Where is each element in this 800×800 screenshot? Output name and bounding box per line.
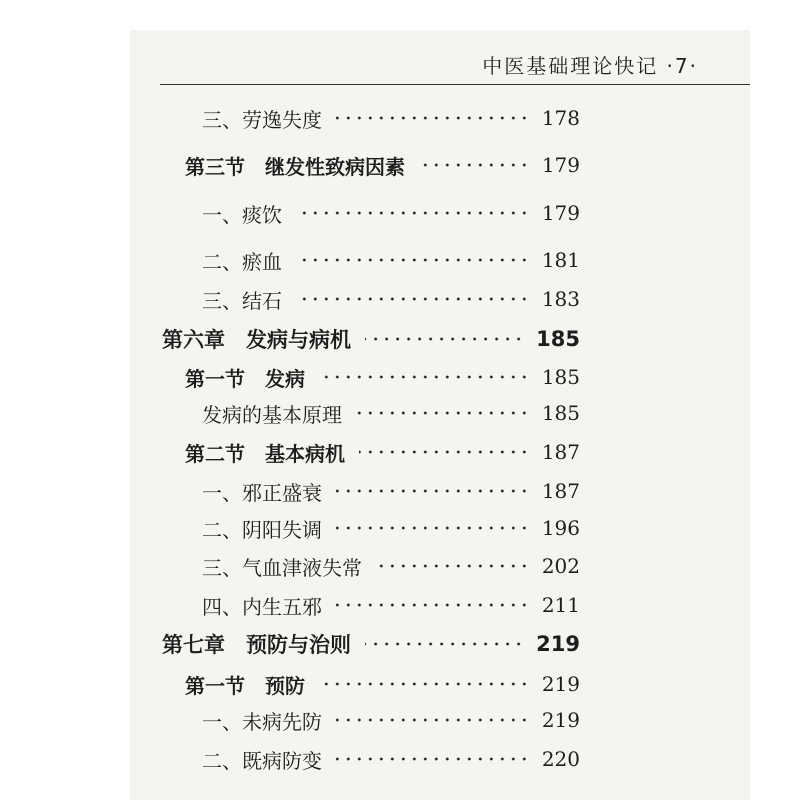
toc-entry-title: 一、未病先防 bbox=[202, 709, 322, 734]
toc-entry-page-number: 219 bbox=[541, 708, 580, 732]
toc-entry-title: 三、劳逸失度 bbox=[202, 107, 322, 132]
toc-entry-page-number: 219 bbox=[536, 632, 580, 656]
toc-entry-page-number: 187 bbox=[541, 479, 580, 503]
toc-entry-item bbox=[202, 243, 580, 277]
toc-entry-page-number: 185 bbox=[541, 401, 580, 425]
page-header bbox=[130, 30, 750, 92]
toc-entry-title: 第一节 发病 bbox=[185, 366, 305, 391]
toc-entry-item bbox=[202, 101, 580, 135]
toc-entry-title: 四、内生五邪 bbox=[202, 594, 322, 619]
header-rule bbox=[160, 84, 750, 85]
toc-entry-title: 二、既病防变 bbox=[202, 748, 322, 773]
toc-entry-title: 一、痰饮 bbox=[202, 202, 282, 227]
toc-entry-page-number: 181 bbox=[541, 248, 580, 272]
toc-entry-title: 第一节 预防 bbox=[185, 673, 305, 698]
toc-entry-item bbox=[202, 196, 580, 230]
dot-leader bbox=[336, 603, 530, 607]
toc-entry-item bbox=[202, 511, 580, 545]
toc-entry-title: 发病的基本原理 bbox=[202, 402, 342, 427]
toc-entry-item bbox=[202, 549, 580, 583]
toc-entry-page-number: 211 bbox=[541, 593, 580, 617]
dot-leader bbox=[356, 411, 530, 415]
dot-leader bbox=[296, 258, 530, 262]
toc-entry-page-number: 220 bbox=[541, 747, 580, 771]
dot-leader bbox=[419, 163, 530, 167]
dot-leader bbox=[296, 297, 530, 301]
toc-entry-title: 第七章 预防与治则 bbox=[162, 633, 351, 657]
dot-leader bbox=[359, 450, 530, 454]
toc-entry-page-number: 187 bbox=[541, 440, 580, 464]
dot-leader bbox=[336, 489, 530, 493]
toc-entry-item bbox=[202, 282, 580, 316]
toc-entry-item bbox=[202, 703, 580, 737]
toc-entry-section bbox=[185, 148, 580, 182]
toc-entry-section bbox=[185, 435, 580, 469]
toc-entry-plain bbox=[202, 396, 580, 430]
toc-entry-page-number: 196 bbox=[541, 516, 580, 540]
toc-entry-page-number: 185 bbox=[536, 327, 580, 351]
dot-leader bbox=[336, 718, 530, 722]
dot-leader bbox=[376, 564, 530, 568]
toc-entry-title: 三、结石 bbox=[202, 288, 282, 313]
dot-leader bbox=[336, 526, 530, 530]
toc-entry-item bbox=[202, 474, 580, 508]
toc-entry-title: 一、邪正盛衰 bbox=[202, 480, 322, 505]
dot-leader bbox=[365, 642, 524, 646]
running-title: 中医基础理论快记 ·7· bbox=[482, 54, 698, 78]
toc-entry-chapter bbox=[162, 627, 580, 661]
dot-leader bbox=[296, 211, 530, 215]
toc-entry-item bbox=[202, 742, 580, 776]
toc-entry-title: 第三节 继发性致病因素 bbox=[185, 154, 405, 179]
toc-entry-section bbox=[185, 360, 580, 394]
toc-entry-title: 二、瘀血 bbox=[202, 249, 282, 274]
dot-leader bbox=[336, 757, 530, 761]
toc-entry-page-number: 178 bbox=[541, 106, 580, 130]
toc-entry-page-number: 179 bbox=[541, 153, 580, 177]
toc-entry-page-number: 185 bbox=[541, 365, 580, 389]
dot-leader bbox=[336, 116, 530, 120]
toc-entry-title: 二、阴阳失调 bbox=[202, 517, 322, 542]
dot-leader bbox=[319, 375, 530, 379]
toc-entry-chapter bbox=[162, 322, 580, 356]
toc-entry-title: 第二节 基本病机 bbox=[185, 441, 345, 466]
toc-entry-title: 第六章 发病与病机 bbox=[162, 328, 351, 352]
toc-entry-page-number: 202 bbox=[541, 554, 580, 578]
dot-leader bbox=[319, 682, 530, 686]
dot-leader bbox=[365, 337, 524, 341]
book-page bbox=[130, 30, 750, 800]
toc-entry-title: 三、气血津液失常 bbox=[202, 555, 362, 580]
toc-entry-page-number: 179 bbox=[541, 201, 580, 225]
toc-entry-item bbox=[202, 588, 580, 622]
toc-entry-section bbox=[185, 667, 580, 701]
toc-entry-page-number: 183 bbox=[541, 287, 580, 311]
toc-entry-page-number: 219 bbox=[541, 672, 580, 696]
